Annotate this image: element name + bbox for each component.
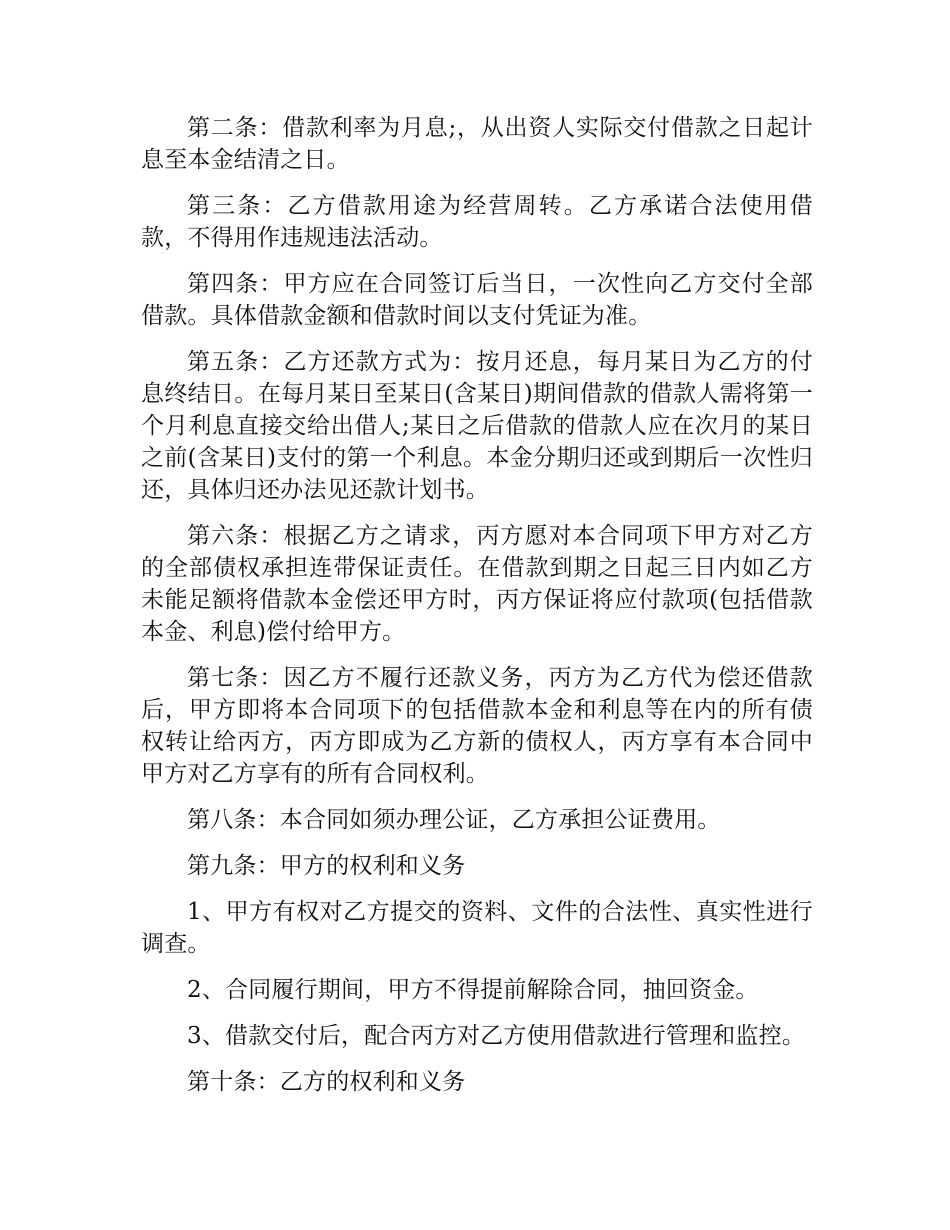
clause-9-heading: 第九条：甲方的权利和义务: [187, 853, 466, 879]
document-page: [141, 112, 813, 1112]
clause-9-item-3: 3、借款交付后，配合丙方对乙方使用借款进行管理和监控。: [187, 1023, 806, 1049]
clause-3: 第三条：乙方借款用途为经营周转。乙方承诺合法使用借款，不得用作违规违法活动。: [141, 193, 813, 251]
clause-9-item-1: 1、甲方有权对乙方提交的资料、文件的合法性、真实性进行调查。: [141, 899, 813, 957]
clause-2: 第二条：借款利率为月息;，从出资人实际交付借款之日起计息至本金结清之日。: [141, 115, 813, 173]
clause-7: 第七条：因乙方不履行还款义务，丙方为乙方代为偿还借款后，甲方即将本合同项下的包括借款本金和利息等在内的所有债权转让给丙方，丙方即成为乙方新的债权人，丙方享有本合同中甲方对乙方享有的所有合同权利。: [141, 665, 813, 787]
clause-5: 第五条：乙方还款方式为：按月还息，每月某日为乙方的付息终结日。在每月某日至某日(含某日)期间借款的借款人需将第一个月利息直接交给出借人;某日之后借款的借款人应在次月的某日之前(含某日)支付的第一个利息。本金分期归还或到期后一次性归还，具体归还办法见还款计划书。: [141, 349, 813, 503]
clause-6: 第六条：根据乙方之请求，丙方愿对本合同项下甲方对乙方的全部债权承担连带保证责任。在借款到期之日起三日内如乙方未能足额将借款本金偿还甲方时，丙方保证将应付款项(包括借款本金、利息)偿付给甲方。: [141, 523, 813, 645]
clause-9-item-2: 2、合同履行期间，甲方不得提前解除合同，抽回资金。: [187, 977, 759, 1003]
clause-8: 第八条：本合同如须办理公证，乙方承担公证费用。: [187, 807, 721, 833]
clause-10-heading: 第十条：乙方的权利和义务: [187, 1069, 466, 1095]
clause-4: 第四条：甲方应在合同签订后当日，一次性向乙方交付全部借款。具体借款金额和借款时间以支付凭证为准。: [141, 271, 813, 329]
